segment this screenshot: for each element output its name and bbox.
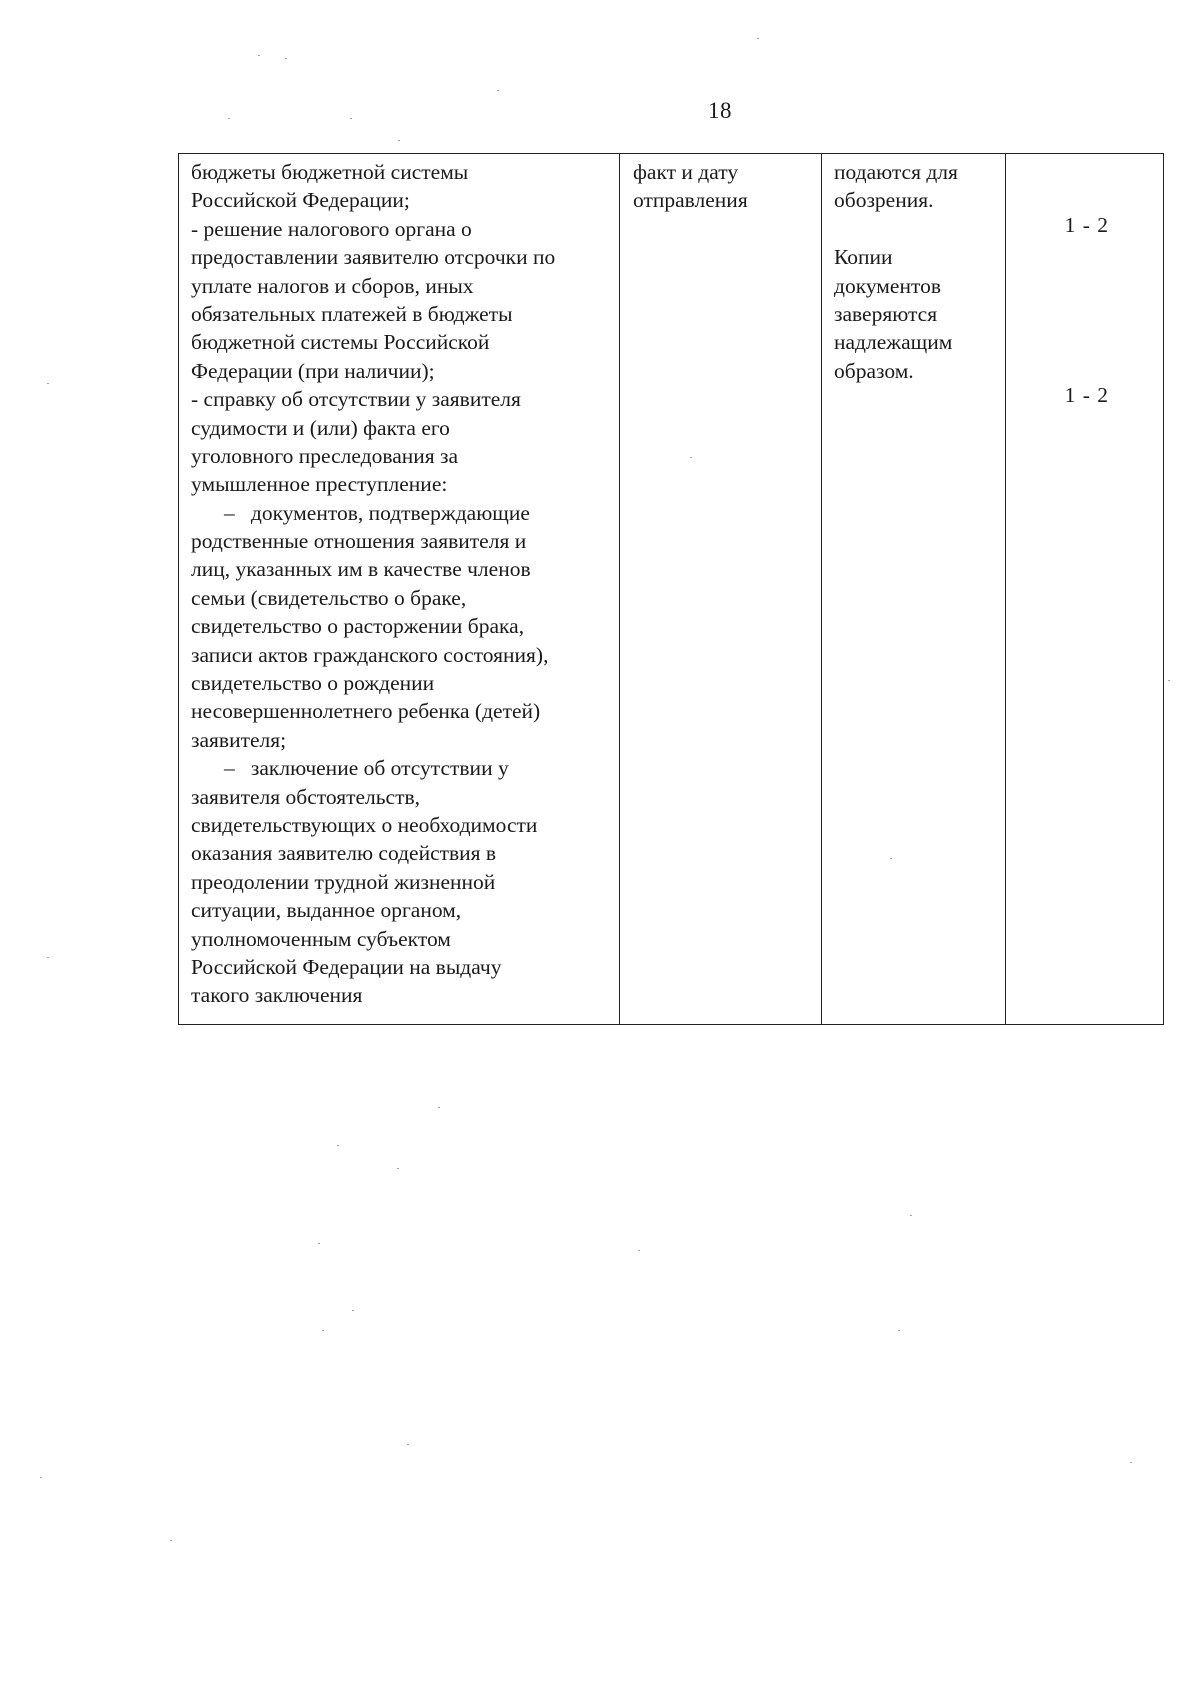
scan-speck xyxy=(398,140,400,141)
text-line: документов xyxy=(834,273,941,298)
document-table xyxy=(178,153,1164,1025)
scan-speck xyxy=(228,118,230,119)
scan-speck xyxy=(1130,1462,1132,1463)
text-line: надлежащим xyxy=(834,330,953,355)
scan-speck xyxy=(1168,680,1170,681)
text-line: предоставлении заявителю отсрочки по xyxy=(191,245,556,270)
documents-list-cell xyxy=(179,154,620,1024)
submission-method-cell xyxy=(620,154,822,1024)
scan-speck xyxy=(352,1310,354,1311)
text-line: бюджеты бюджетной системы xyxy=(191,160,469,184)
text-line: заявителя обстоятельств, xyxy=(191,784,421,809)
scan-speck xyxy=(890,858,892,859)
scan-speck xyxy=(910,1215,912,1216)
text-line: бюджетной системы Российской xyxy=(191,330,490,355)
scan-speck xyxy=(407,1444,409,1445)
scan-speck xyxy=(638,1250,640,1251)
text-line xyxy=(834,215,958,243)
text-line: уголовного преследования за xyxy=(191,443,459,468)
text-line: свидетельствующих о необходимости xyxy=(191,812,538,837)
text-line: свидетельство о расторжении брака, xyxy=(191,614,525,639)
text-line: отправления xyxy=(633,188,748,213)
text-line: Российской Федерации на выдачу xyxy=(191,954,502,979)
scan-speck xyxy=(497,90,499,91)
scan-speck xyxy=(285,58,287,59)
text-line: такого заключения xyxy=(191,983,363,1008)
copies-count-cell xyxy=(1006,154,1163,1024)
scan-speck xyxy=(337,1145,339,1146)
submission-method-text xyxy=(633,158,748,215)
scan-speck xyxy=(322,1330,324,1331)
scan-speck xyxy=(47,383,49,384)
text-line: семьи (свидетельство о браке, xyxy=(191,585,467,610)
submission-notes-cell xyxy=(822,154,1006,1024)
text-line: записи актов гражданского состояния), xyxy=(191,642,549,667)
text-line: умышленное преступление: xyxy=(191,472,448,497)
text-line: факт и дату xyxy=(633,160,739,184)
text-line: Копии xyxy=(834,245,893,270)
scan-speck xyxy=(40,1477,42,1478)
scan-speck xyxy=(258,55,260,56)
text-line: - справку об отсутствии у заявителя xyxy=(191,387,521,412)
text-line: несовершеннолетнего ребенка (детей) xyxy=(191,699,541,724)
text-line: – заключение об отсутствии у xyxy=(224,756,509,781)
text-line: уполномоченным субъектом xyxy=(191,926,451,951)
scan-speck xyxy=(170,1540,172,1541)
text-line: судимости и (или) факта его xyxy=(191,415,450,440)
scan-speck xyxy=(318,1243,320,1244)
text-line: ситуации, выданное органом, xyxy=(191,898,462,923)
scan-speck xyxy=(898,1330,900,1331)
text-line: оказания заявителю содействия в xyxy=(191,841,497,866)
text-line: подаются для xyxy=(834,160,958,184)
text-line: Федерации (при наличии); xyxy=(191,358,435,383)
text-line: заверяются xyxy=(834,301,938,326)
scan-speck xyxy=(438,1107,440,1108)
text-line: - решение налогового органа о xyxy=(191,216,472,241)
text-line: обозрения. xyxy=(834,188,934,213)
text-line: преодолении трудной жизненной xyxy=(191,869,496,894)
documents-list-text xyxy=(191,158,555,1010)
text-line: обязательных платежей в бюджеты xyxy=(191,301,513,326)
text-line: заявителя; xyxy=(191,727,287,752)
text-line: образом. xyxy=(834,358,914,383)
text-line: Российской Федерации; xyxy=(191,188,410,213)
page-number: 18 xyxy=(708,98,732,123)
copies-count-value: 1 - 2 xyxy=(1064,383,1109,407)
submission-notes-text xyxy=(834,158,958,385)
scan-speck xyxy=(757,38,759,39)
scan-speck xyxy=(690,457,692,458)
text-line: уплате налогов и сборов, иных xyxy=(191,273,474,298)
text-line: лиц, указанных им в качестве членов xyxy=(191,557,531,582)
text-line: – документов, подтверждающие xyxy=(224,500,530,525)
scan-speck xyxy=(47,957,49,958)
copies-count-value: 1 - 2 xyxy=(1064,213,1109,237)
text-line: родственные отношения заявителя и xyxy=(191,529,527,554)
scan-speck xyxy=(350,118,352,119)
scan-speck xyxy=(397,1168,399,1169)
text-line: свидетельство о рождении xyxy=(191,671,435,696)
